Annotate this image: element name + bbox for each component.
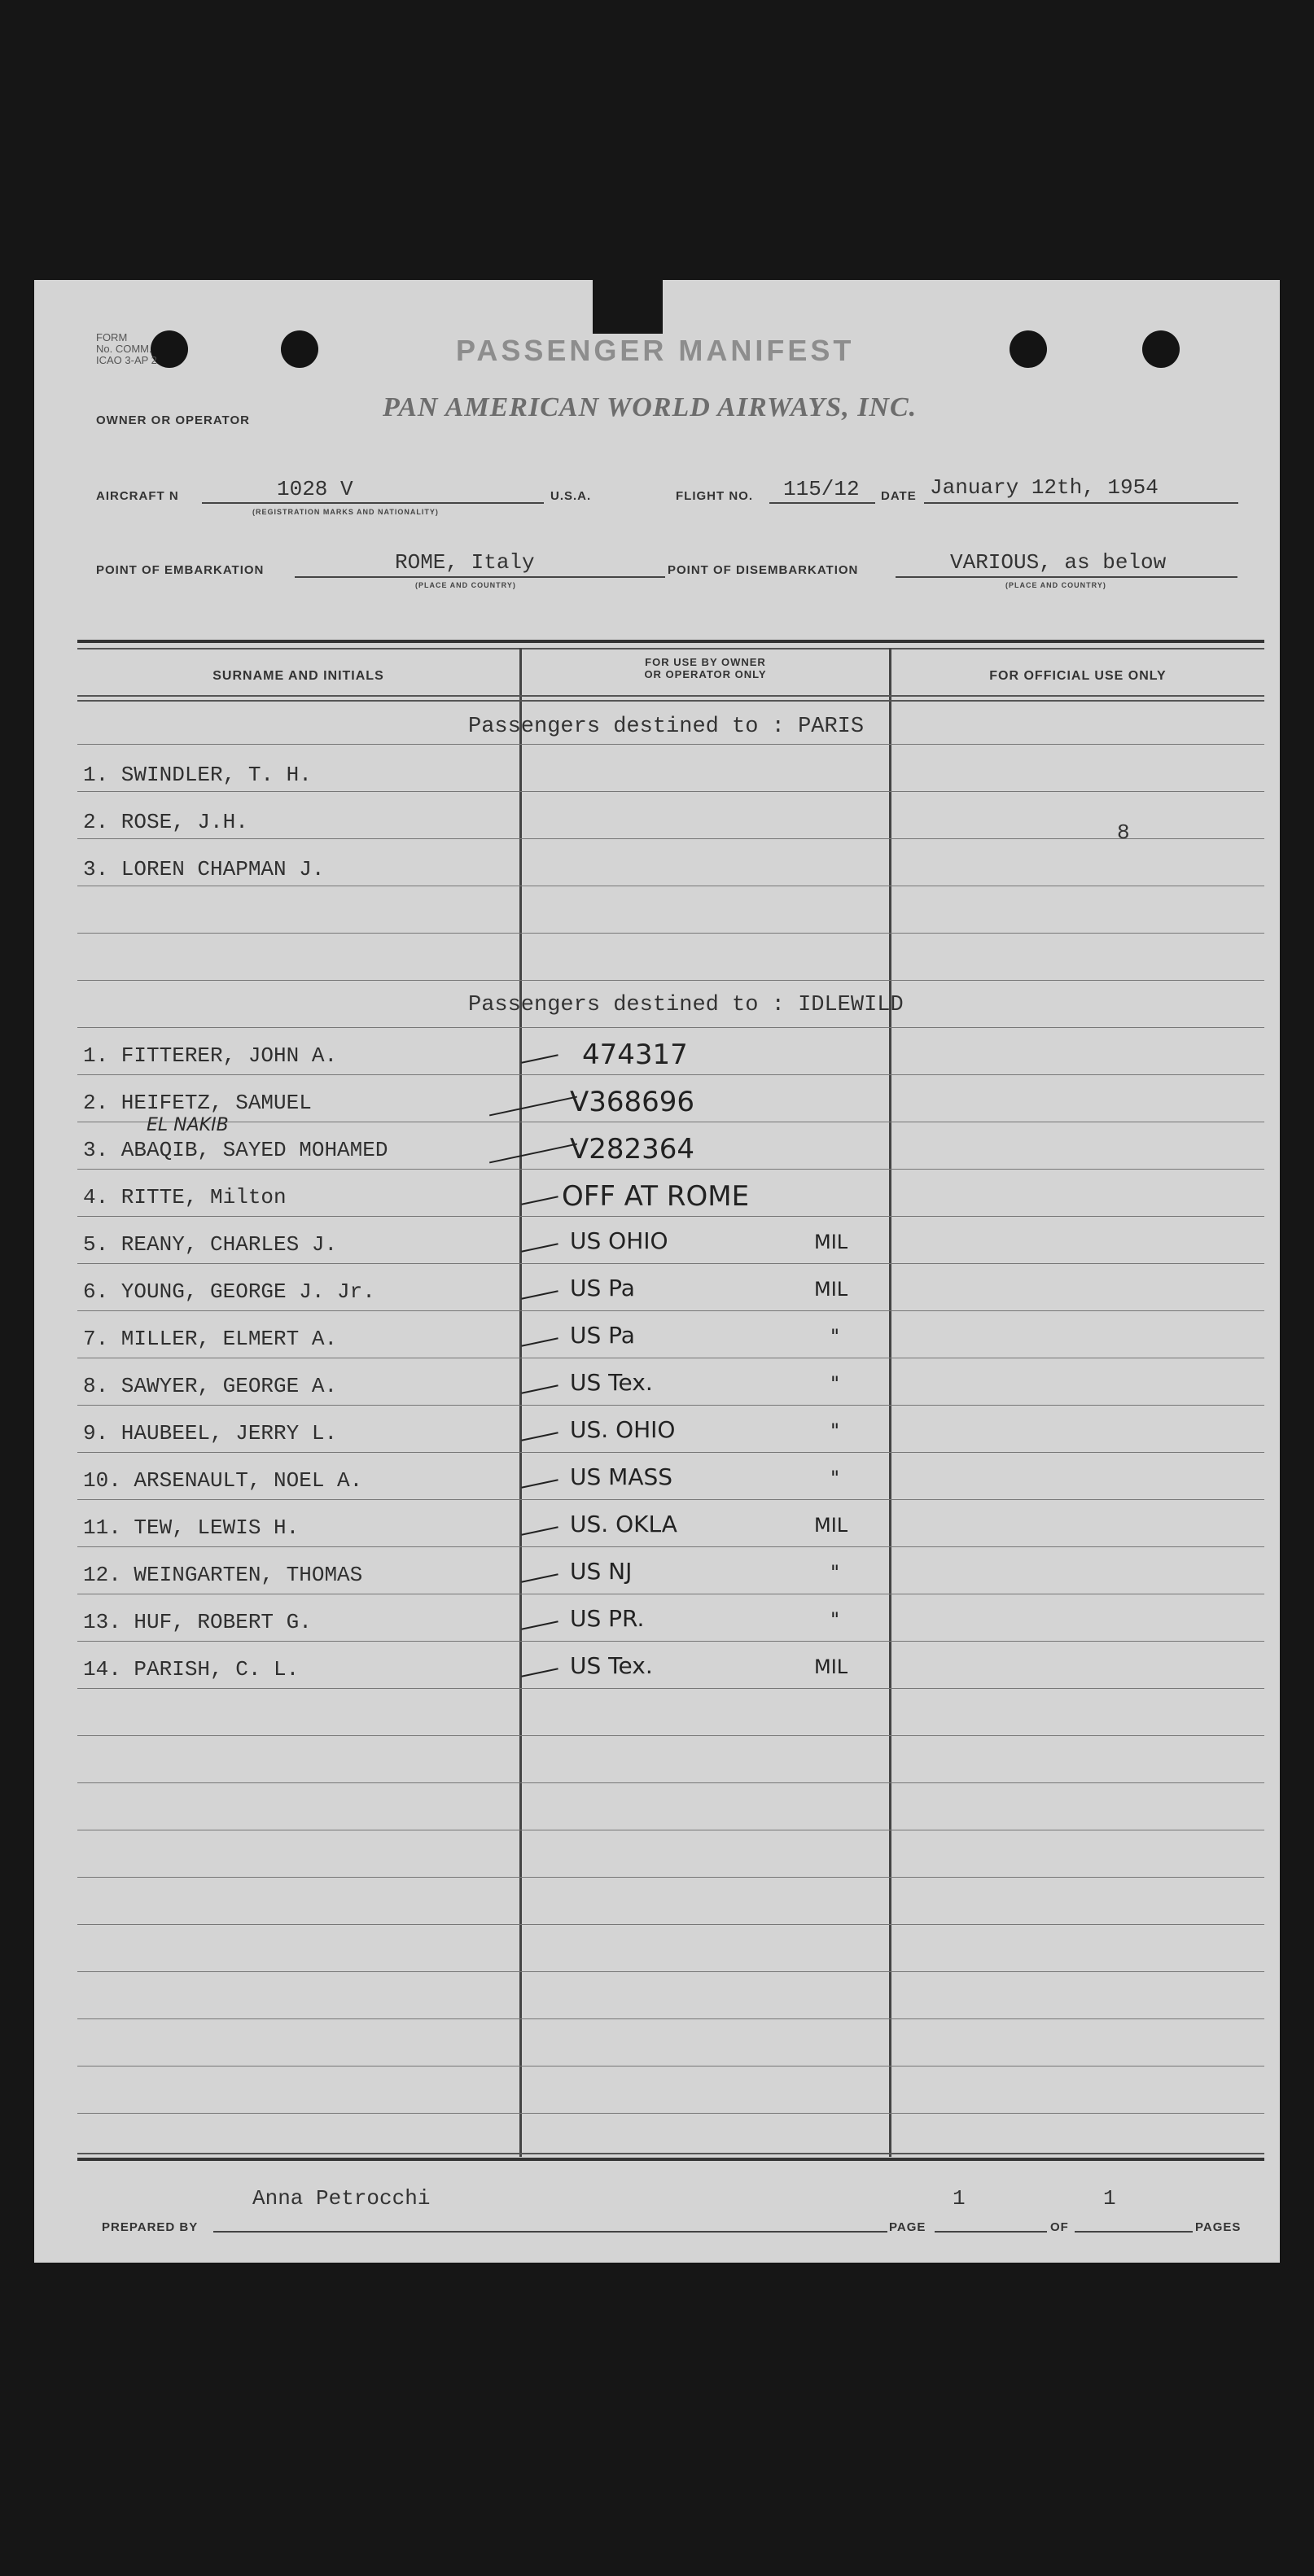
passenger-row-idlewild: 10. ARSENAULT, NOEL A. bbox=[83, 1468, 363, 1493]
row-rule bbox=[77, 2018, 1264, 2019]
row-rule bbox=[77, 791, 1264, 792]
row-rule bbox=[77, 1924, 1264, 1925]
aircraft-value: 1028 V bbox=[277, 477, 353, 501]
of-label: OF bbox=[1050, 2220, 1069, 2234]
date-label: DATE bbox=[881, 489, 917, 503]
passenger-row-paris: 1. SWINDLER, T. H. bbox=[83, 763, 312, 787]
row-rule bbox=[77, 1405, 1264, 1406]
operator-note-status: MIL bbox=[814, 1278, 848, 1301]
page-number: 1 bbox=[953, 2186, 966, 2211]
operator-note: V282364 bbox=[570, 1133, 695, 1166]
operator-note-status: " bbox=[830, 1467, 840, 1489]
row-rule bbox=[77, 1169, 1264, 1170]
row-rule bbox=[77, 1499, 1264, 1500]
official-mark: 8 bbox=[1117, 820, 1130, 845]
operator-note: US Tex. bbox=[570, 1369, 653, 1396]
row-rule bbox=[77, 1877, 1264, 1878]
aircraft-label: AIRCRAFT N bbox=[96, 489, 179, 503]
operator-note-status: MIL bbox=[814, 1514, 848, 1537]
pages-label: PAGES bbox=[1195, 2220, 1242, 2234]
prepared-by-label: PREPARED BY bbox=[102, 2220, 199, 2234]
prepared-by-value: Anna Petrocchi bbox=[252, 2186, 431, 2211]
passenger-row-idlewild: 1. FITTERER, JOHN A. bbox=[83, 1043, 338, 1068]
row-rule bbox=[77, 980, 1264, 981]
row-rule bbox=[77, 2113, 1264, 2114]
table-bottom-rule bbox=[77, 2158, 1264, 2161]
row-rule bbox=[77, 1971, 1264, 1972]
passenger-row-idlewild: 8. SAWYER, GEORGE A. bbox=[83, 1374, 338, 1398]
operator-note-status: " bbox=[830, 1608, 840, 1631]
operator-note: US Tex. bbox=[570, 1652, 653, 1679]
passenger-row-idlewild: 6. YOUNG, GEORGE J. Jr. bbox=[83, 1279, 375, 1304]
column-header-official: FOR OFFICIAL USE ONLY bbox=[989, 669, 1167, 683]
group-header-idlewild: Passengers destined to : IDLEWILD bbox=[468, 993, 904, 1017]
operator-note-status: " bbox=[830, 1325, 840, 1348]
embark-sublabel: (PLACE AND COUNTRY) bbox=[415, 581, 516, 589]
disembark-value: VARIOUS, as below bbox=[950, 550, 1167, 575]
disembark-sublabel: (PLACE AND COUNTRY) bbox=[1005, 581, 1106, 589]
punch-hole bbox=[1142, 330, 1180, 368]
passenger-row-idlewild: 9. HAUBEEL, JERRY L. bbox=[83, 1421, 338, 1445]
operator-note: OFF AT ROME bbox=[562, 1180, 750, 1213]
operator-note: US MASS bbox=[570, 1463, 673, 1490]
page-title: PASSENGER MANIFEST bbox=[456, 334, 855, 367]
row-rule bbox=[77, 1782, 1264, 1783]
column-header-surname: SURNAME AND INITIALS bbox=[212, 669, 384, 683]
column-header-operator: FOR USE BY OWNER OR OPERATOR ONLY bbox=[644, 656, 767, 680]
passenger-row-idlewild: 14. PARISH, C. L. bbox=[83, 1657, 300, 1682]
row-rule bbox=[77, 1641, 1264, 1642]
row-rule bbox=[77, 1735, 1264, 1736]
passenger-row-paris: 2. ROSE, J.H. bbox=[83, 810, 248, 834]
punch-hole bbox=[1010, 330, 1047, 368]
operator-note: US OHIO bbox=[570, 1227, 668, 1254]
row-rule bbox=[77, 1310, 1264, 1311]
flight-value: 115/12 bbox=[783, 477, 860, 501]
operator-note-status: MIL bbox=[814, 1231, 848, 1253]
operator-note: V368696 bbox=[570, 1086, 695, 1118]
operator-note: US Pa bbox=[570, 1322, 635, 1349]
row-rule bbox=[77, 1263, 1264, 1264]
group-header-paris: Passengers destined to : PARIS bbox=[468, 715, 865, 739]
row-rule bbox=[77, 1216, 1264, 1217]
row-rule bbox=[77, 1027, 1264, 1028]
row-rule bbox=[77, 1452, 1264, 1453]
embark-value: ROME, Italy bbox=[395, 550, 535, 575]
form-code: FORM No. COMM. ICAO 3-AP 2 bbox=[96, 331, 157, 366]
operator-note: 474317 bbox=[582, 1039, 688, 1071]
owner-label: OWNER OR OPERATOR bbox=[96, 413, 250, 427]
table-top-rule bbox=[77, 640, 1264, 643]
operator-note-status: " bbox=[830, 1419, 840, 1442]
row-rule bbox=[77, 1688, 1264, 1689]
row-rule bbox=[77, 1074, 1264, 1075]
embark-label: POINT OF EMBARKATION bbox=[96, 563, 265, 577]
passenger-row-idlewild: 12. WEINGARTEN, THOMAS bbox=[83, 1563, 363, 1587]
operator-note: US Pa bbox=[570, 1275, 635, 1301]
passenger-row-idlewild: 7. MILLER, ELMERT A. bbox=[83, 1327, 338, 1351]
operator-note-status: " bbox=[830, 1561, 840, 1584]
column-divider bbox=[519, 648, 522, 2157]
passenger-row-idlewild: 4. RITTE, Milton bbox=[83, 1185, 287, 1209]
operator-note: US. OKLA bbox=[570, 1511, 677, 1537]
operator-note: US PR. bbox=[570, 1605, 645, 1632]
row-rule bbox=[77, 838, 1264, 839]
date-value: January 12th, 1954 bbox=[930, 475, 1159, 500]
row-rule bbox=[77, 1546, 1264, 1547]
row-rule bbox=[77, 744, 1264, 745]
passenger-row-idlewild: 2. HEIFETZ, SAMUEL bbox=[83, 1091, 312, 1115]
owner-value: PAN AMERICAN WORLD AIRWAYS, INC. bbox=[383, 392, 918, 422]
flight-label: FLIGHT NO. bbox=[676, 489, 753, 503]
passenger-row-idlewild: 3. ABAQIB, SAYED MOHAMED bbox=[83, 1138, 388, 1162]
country-label: U.S.A. bbox=[550, 489, 592, 503]
row-rule bbox=[77, 933, 1264, 934]
binder-tab bbox=[593, 277, 663, 334]
name-correction: EL NAKIB bbox=[147, 1115, 229, 1135]
punch-hole bbox=[281, 330, 318, 368]
operator-note-status: MIL bbox=[814, 1655, 848, 1678]
page-total: 1 bbox=[1103, 2186, 1116, 2211]
operator-note: US. OHIO bbox=[570, 1416, 676, 1443]
aircraft-sublabel: (REGISTRATION MARKS AND NATIONALITY) bbox=[252, 508, 439, 516]
passenger-row-idlewild: 13. HUF, ROBERT G. bbox=[83, 1610, 312, 1634]
operator-note-status: " bbox=[830, 1372, 840, 1395]
passenger-row-idlewild: 5. REANY, CHARLES J. bbox=[83, 1232, 338, 1257]
passenger-row-idlewild: 11. TEW, LEWIS H. bbox=[83, 1515, 300, 1540]
disembark-label: POINT OF DISEMBARKATION bbox=[668, 563, 859, 577]
column-divider bbox=[889, 648, 891, 2157]
passenger-row-paris: 3. LOREN CHAPMAN J. bbox=[83, 857, 325, 881]
page-label: PAGE bbox=[889, 2220, 926, 2234]
operator-note: US NJ bbox=[570, 1558, 633, 1585]
